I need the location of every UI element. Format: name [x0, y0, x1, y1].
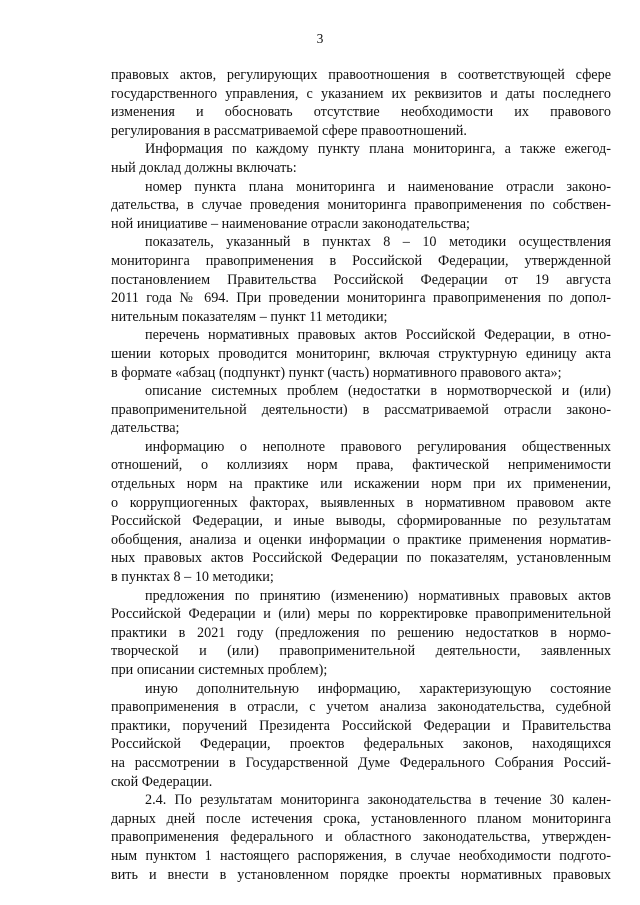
text-line: ской Федерации. — [111, 773, 213, 790]
text-line: дательства; — [111, 420, 180, 437]
text-line: правовых актов, регулирующих правоотношения в соответствующей сфере — [111, 67, 611, 83]
text-line: ной инициативе – наименование отрасли законодательства; — [111, 215, 470, 232]
text-line: изменения и обосновать отсутствие необходимости их правового — [111, 104, 611, 121]
text-line: правоприменения федерального и областного законодательства, утвержден- — [111, 829, 611, 846]
text-line: практики в 2021 году (предложения по решению недостатков в нормо- — [111, 624, 611, 641]
paragraph — [111, 233, 611, 326]
text-line: отдельных норм на практике или искажении норм при их применении, — [111, 476, 611, 493]
text-line: Информация по каждому пункту плана мониторинга, а также ежегод- — [145, 141, 611, 158]
text-line: 2011 года № 694. При проведении мониторинга правоприменения по допол- — [111, 290, 611, 307]
text-line: ных правовых актов Российской Федерации по показателям, установленным — [111, 550, 611, 567]
text-line: показатель, указанный в пунктах 8 – 10 методики осуществления — [145, 234, 611, 251]
text-line: мониторинга правоприменения в Российской Федерации, утвержденной — [111, 252, 611, 269]
text-line: дательства, в случае проведения мониторинга правоприменения по собствен- — [111, 197, 611, 214]
paragraph — [111, 438, 611, 587]
text-line: номер пункта плана мониторинга и наименование отрасли законо- — [145, 178, 611, 195]
paragraph — [111, 140, 611, 177]
text-line: шении которых проводится мониторинг, включая структурную единицу акта — [111, 345, 611, 362]
text-line: дарных дней после истечения срока, установленного планом мониторинга — [111, 810, 611, 827]
text-line: ный доклад должны включать: — [111, 159, 297, 176]
paragraph — [111, 326, 611, 382]
paragraph — [111, 587, 611, 680]
text-line: нительным показателям – пункт 11 методики; — [111, 308, 388, 325]
text-line: предложения по принятию (изменению) нормативных правовых актов — [145, 587, 611, 604]
text-line: Российской Федерации, проектов федеральных законов, находящихся — [111, 736, 611, 753]
page-number: 3 — [316, 31, 324, 46]
text-line: на рассмотрении в Государственной Думе Федерального Собрания Россий- — [111, 754, 611, 771]
text-line: творческой и (или) правоприменительной деятельности, заявленных — [111, 643, 611, 660]
paragraph — [111, 178, 611, 234]
text-line: ным пунктом 1 настоящего распоряжения, в случае необходимости подгото- — [111, 847, 611, 864]
text-line: вить и внести в установленном порядке проекты нормативных правовых — [111, 866, 611, 883]
text-line: регулирования в рассматриваемой сфере правоотношений. — [111, 122, 467, 139]
text-line: отношений, о коллизиях норм права, фактической неприменимости — [111, 457, 611, 474]
paragraph — [111, 66, 611, 140]
text-line: 2.4. По результатам мониторинга законодательства в течение 30 кален- — [145, 792, 611, 809]
paragraph — [111, 791, 611, 884]
document-body — [111, 66, 611, 884]
text-line: правоприменения в отрасли, с учетом анализа законодательства, судебной — [111, 699, 611, 716]
paragraph — [111, 680, 611, 792]
text-line: государственного управления, с указанием их реквизитов и даты последнего — [111, 85, 611, 102]
paragraph — [111, 382, 611, 438]
text-line: обобщения, анализа и оценки информации о практике применения норматив- — [111, 531, 611, 548]
text-line: правоприменительной деятельности) в рассматриваемой отрасли законо- — [111, 401, 611, 418]
text-line: Российской Федерации, и иные выводы, сформированные по результатам — [111, 513, 611, 530]
text-line: в пунктах 8 – 10 методики; — [111, 569, 274, 586]
text-line: иную дополнительную информацию, характеризующую состояние — [145, 680, 611, 697]
text-line: перечень нормативных правовых актов Российской Федерации, в отно- — [145, 327, 611, 344]
text-line: в формате «абзац (подпункт) пункт (часть) нормативного правового акта»; — [111, 364, 562, 381]
text-line: практики, поручений Президента Российской Федерации и Правительства — [111, 717, 611, 734]
text-line: информацию о неполноте правового регулирования общественных — [145, 438, 611, 455]
text-line: о коррупциогенных факторах, выявленных в нормативном правовом акте — [111, 494, 611, 511]
text-line: при описании системных проблем); — [111, 662, 328, 678]
text-line: Российской Федерации и (или) меры по корректировке правоприменительной — [111, 606, 611, 623]
text-line: описание системных проблем (недостатки в нормотворческой и (или) — [145, 383, 611, 400]
text-line: постановлением Правительства Российской Федерации от 19 августа — [111, 271, 611, 288]
